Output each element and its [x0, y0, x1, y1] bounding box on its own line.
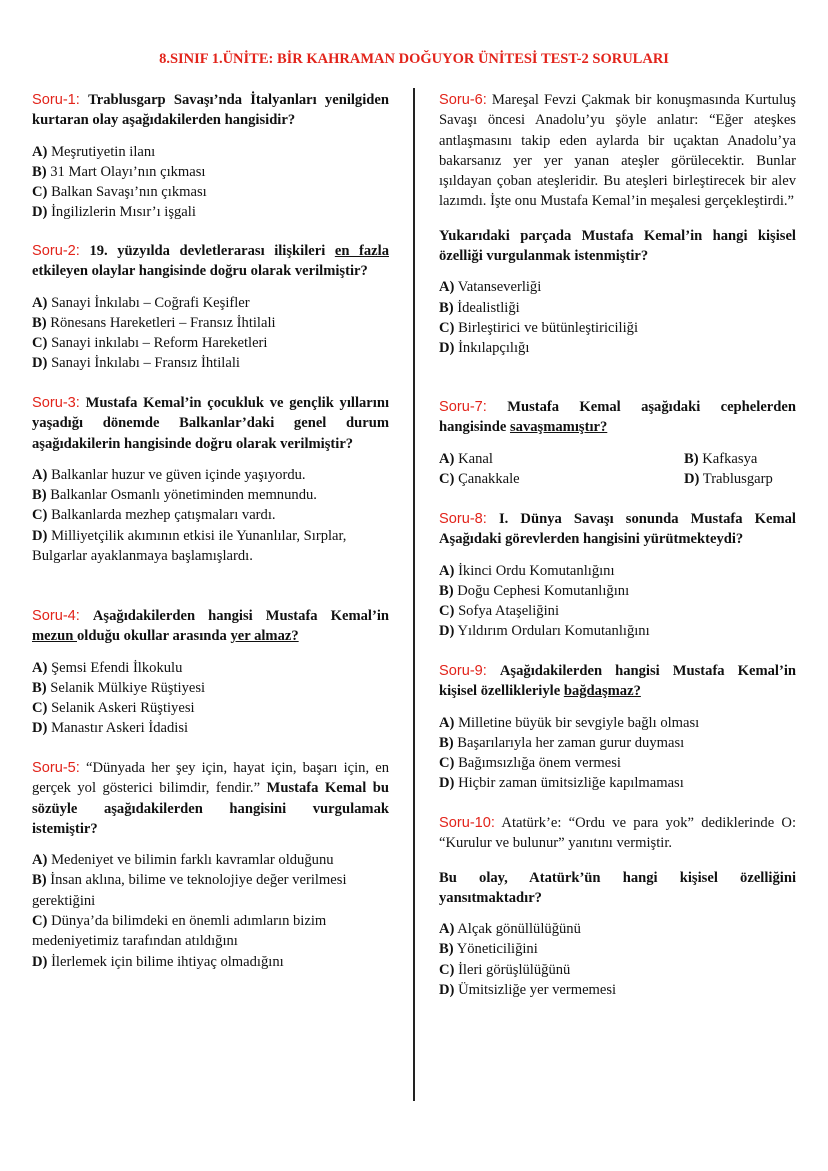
option-a[interactable]	[439, 449, 684, 469]
option-b[interactable]	[439, 733, 796, 753]
option-text: Sanayi İnkılabı – Coğrafi Keşifler	[51, 294, 250, 311]
emphasized-text: mezun	[32, 628, 77, 645]
option-letter: D)	[32, 720, 48, 737]
answer-options	[439, 561, 796, 642]
question-stem	[32, 758, 389, 839]
answer-options	[32, 850, 389, 972]
option-text: Yıldırım Orduları Komutanlığını	[457, 623, 650, 640]
question-8	[439, 509, 796, 642]
option-letter: D)	[439, 982, 455, 999]
option-text: Sanayi İnkılabı – Fransız İhtilali	[51, 355, 240, 372]
option-b[interactable]	[439, 298, 796, 318]
option-text: İnkılapçılığı	[458, 340, 530, 357]
option-d[interactable]	[439, 980, 796, 1000]
option-d[interactable]	[32, 202, 389, 222]
option-text: Sanayi inkılabı – Reform Hareketleri	[51, 335, 268, 352]
option-c[interactable]	[32, 182, 389, 202]
question-stem	[439, 661, 796, 702]
question-label: Soru-4:	[32, 608, 80, 624]
option-b[interactable]	[684, 449, 796, 469]
option-letter: D)	[32, 527, 48, 544]
option-letter: A)	[32, 143, 48, 160]
question-prompt	[439, 226, 796, 267]
option-c[interactable]	[439, 601, 796, 621]
question-stem	[32, 393, 389, 454]
option-letter: A)	[439, 714, 455, 731]
question-text: Yukarıdaki parçada Mustafa Kemal’in hangi kişisel özelliği vurgulanmak istenmiştir?	[439, 227, 796, 265]
option-letter: A)	[439, 921, 455, 938]
question-text: Mustafa Kemal bu sözüyle aşağıdakilerden hangisini vurgulamak istemiştir?	[32, 780, 390, 837]
emphasized-text: savaşmamıştır?	[509, 419, 608, 436]
emphasized-text: bağdaşmaz?	[563, 683, 641, 700]
question-stem	[32, 90, 389, 131]
option-d[interactable]	[684, 469, 796, 489]
option-c[interactable]	[439, 469, 684, 489]
option-text: İngilizlerin Mısır’ı işgali	[51, 204, 196, 221]
question-stem	[32, 606, 389, 647]
option-a[interactable]	[32, 465, 389, 485]
option-text: Şemsi Efendi İlkokulu	[51, 659, 183, 676]
page-title: 8.SINIF 1.ÜNİTE: BİR KAHRAMAN DOĞUYOR ÜNİTESİ TEST-2 SORULARI	[159, 51, 669, 67]
option-a[interactable]	[439, 561, 796, 581]
option-letter: A)	[32, 659, 48, 676]
option-letter: C)	[32, 335, 48, 352]
answer-options	[32, 142, 389, 223]
option-letter: C)	[439, 470, 455, 487]
option-text: Hiçbir zaman ümitsizliğe kapılmaması	[458, 775, 684, 792]
option-letter: D)	[439, 775, 455, 792]
option-a[interactable]	[32, 142, 389, 162]
answer-options	[439, 449, 796, 490]
option-d[interactable]	[439, 338, 796, 358]
option-letter: B)	[439, 734, 454, 751]
option-letter: A)	[439, 279, 455, 296]
question-prompt	[439, 868, 796, 909]
option-c[interactable]	[32, 505, 389, 525]
question-text: “Dünyada her şey için, hayat için, başarı için, en gerçek yol gösterici bilimdir, fendir.”	[32, 760, 389, 797]
option-letter: B)	[32, 679, 47, 696]
question-2	[32, 241, 389, 374]
option-text: Alçak gönüllülüğünü	[457, 921, 581, 938]
option-letter: B)	[32, 163, 47, 180]
option-text: Başarılarıyla her zaman gurur duyması	[457, 734, 685, 751]
question-10	[439, 813, 796, 1000]
option-text: 31 Mart Olayı’nın çıkması	[50, 163, 206, 180]
option-text: Milletine büyük bir sevgiyle bağlı olması	[458, 714, 700, 731]
option-b[interactable]	[32, 162, 389, 182]
option-letter: C)	[32, 507, 48, 524]
question-text: Mareşal Fevzi Çakmak bir konuşmasında Kurtuluş Savaşı öncesi Anadolu’yu şöyle anlatır: “Eğer ateşkes antlaşmasını takip eden aylarda bir uçaktan Anadolu’ya bakarsanız yer yer yanan ateşler görülecektir. Bunlar ışıldayan çoban ateşleridir. Bu ateşleri birleştirecek bir alev lazımdı. İşte onu Mustafa Kemal’in meşalesi gerçekleştirdi.”	[439, 92, 796, 210]
option-letter: D)	[439, 623, 455, 640]
option-b[interactable]	[32, 485, 389, 505]
question-text: etkileyen olaylar hangisinde doğru olarak verilmiştir?	[32, 263, 368, 280]
option-d[interactable]	[32, 526, 389, 567]
option-letter: C)	[32, 184, 48, 201]
option-a[interactable]	[32, 293, 389, 313]
option-letter: B)	[439, 299, 454, 316]
question-7	[439, 397, 796, 489]
question-stem	[439, 813, 796, 854]
option-text: Milliyetçilik akımının etkisi ile Yunanlılar, Sırplar, Bulgarlar ayaklanmaya başlamışlardı.	[32, 527, 347, 565]
option-letter: D)	[32, 204, 48, 221]
question-text: Aşağıdakilerden hangisi Mustafa Kemal’in kişisel özellikleriyle	[439, 663, 796, 700]
question-text: Trablusgarp Savaşı’nda İtalyanları yenilgiden kurtaran olay aşağıdakilerden hangisidir?	[32, 92, 389, 129]
option-d[interactable]	[32, 353, 389, 373]
answer-options	[439, 919, 796, 1000]
option-b[interactable]	[32, 678, 389, 698]
option-text: Rönesans Hareketleri – Fransız İhtilali	[50, 314, 276, 331]
question-stem	[32, 241, 389, 282]
column-divider	[413, 88, 415, 1101]
question-text: Mustafa Kemal aşağıdaki cephelerden hangisinde	[439, 399, 796, 436]
option-text: Balkanlarda mezhep çatışmaları vardı.	[51, 507, 276, 524]
question-label: Soru-10:	[439, 815, 495, 831]
question-label: Soru-6:	[439, 92, 487, 108]
option-text: Çanakkale	[458, 470, 520, 487]
option-letter: D)	[32, 953, 48, 970]
question-text: I. Dünya Savaşı sonunda Mustafa Kemal Aşağıdaki görevlerden hangisini yürütmekteydi?	[439, 511, 796, 548]
question-label: Soru-8:	[439, 511, 487, 527]
question-stem	[439, 509, 796, 550]
option-text: İkinci Ordu Komutanlığını	[458, 562, 615, 579]
question-text: Aşağıdakilerden hangisi Mustafa Kemal’in	[92, 608, 389, 624]
option-text: Trablusgarp	[702, 470, 773, 487]
option-c[interactable]	[32, 333, 389, 353]
option-letter: C)	[439, 961, 455, 978]
option-text: Kanal	[458, 450, 493, 467]
question-3	[32, 393, 389, 566]
answer-options	[439, 713, 796, 794]
option-a[interactable]	[32, 850, 389, 870]
option-letter: B)	[32, 487, 47, 504]
option-text: Birleştirici ve bütünleştiriciliği	[458, 319, 639, 336]
question-text: Atatürk’e: “Ordu ve para yok” dediklerinde O: “Kurulur ve bulunur” yanıtını vermiştir.	[439, 815, 796, 852]
option-a[interactable]	[32, 658, 389, 678]
option-c[interactable]	[32, 911, 389, 952]
option-b[interactable]	[32, 313, 389, 333]
option-letter: B)	[439, 582, 454, 599]
question-6	[439, 90, 796, 359]
option-d[interactable]	[439, 773, 796, 793]
option-text: Vatanseverliği	[457, 279, 542, 296]
option-c[interactable]	[439, 753, 796, 773]
option-letter: C)	[439, 603, 455, 620]
option-letter: D)	[684, 470, 700, 487]
option-c[interactable]	[439, 960, 796, 980]
answer-options	[32, 465, 389, 566]
question-5	[32, 758, 389, 972]
question-4	[32, 606, 389, 739]
option-text: Sofya Ataşeliğini	[458, 603, 559, 620]
option-text: Balkanlar Osmanlı yönetiminden memnundu.	[50, 487, 317, 504]
question-text: 19. yüzyılda devletlerarası ilişkileri	[89, 243, 335, 259]
option-letter: B)	[32, 872, 47, 889]
option-text: Medeniyet ve bilimin farklı kavramlar olduğunu	[51, 852, 334, 869]
answer-options	[439, 277, 796, 358]
option-text: Dünya’da bilimdeki en önemli adımların bizim medeniyetimiz tarafından atıldığını	[32, 913, 327, 950]
question-label: Soru-5:	[32, 760, 80, 776]
question-stem	[439, 397, 796, 438]
option-a[interactable]	[439, 277, 796, 297]
option-c[interactable]	[32, 698, 389, 718]
emphasized-text: en fazla	[334, 243, 389, 259]
option-c[interactable]	[439, 318, 796, 338]
answer-options	[32, 658, 389, 739]
question-stem	[439, 90, 796, 212]
option-letter: C)	[32, 700, 48, 717]
question-label: Soru-7:	[439, 399, 487, 415]
option-text: Doğu Cephesi Komutanlığını	[457, 582, 630, 599]
option-text: İnsan aklına, bilime ve teknolojiye değer verilmesi gerektiğini	[32, 872, 347, 909]
option-a[interactable]	[439, 919, 796, 939]
option-text: Bağımsızlığa önem vermesi	[458, 755, 621, 772]
option-text: Balkan Savaşı’nın çıkması	[51, 184, 207, 201]
option-letter: A)	[439, 562, 455, 579]
option-d[interactable]	[32, 718, 389, 738]
option-letter: A)	[32, 466, 48, 483]
question-1	[32, 90, 389, 223]
option-b[interactable]	[439, 581, 796, 601]
option-letter: C)	[32, 913, 48, 930]
option-letter: B)	[684, 450, 699, 467]
option-d[interactable]	[32, 952, 389, 972]
option-text: Manastır Askeri İdadisi	[51, 720, 189, 737]
option-letter: D)	[32, 355, 48, 372]
option-letter: A)	[439, 450, 455, 467]
option-b[interactable]	[439, 939, 796, 959]
option-text: Selanik Askeri Rüştiyesi	[51, 700, 195, 717]
option-text: Ümitsizliğe yer vermemesi	[458, 982, 617, 999]
option-text: Yöneticiliğini	[456, 941, 538, 958]
option-text: Selanik Mülkiye Rüştiyesi	[50, 679, 206, 696]
option-letter: D)	[439, 340, 455, 357]
option-letter: C)	[439, 319, 455, 336]
option-letter: A)	[32, 294, 48, 311]
question-label: Soru-2:	[32, 243, 80, 259]
option-letter: B)	[32, 314, 47, 331]
option-d[interactable]	[439, 621, 796, 641]
option-a[interactable]	[439, 713, 796, 733]
option-letter: A)	[32, 852, 48, 869]
option-text: İdealistliği	[457, 299, 520, 316]
option-b[interactable]	[32, 870, 389, 911]
question-label: Soru-9:	[439, 663, 487, 679]
question-label: Soru-3:	[32, 395, 80, 411]
emphasized-text: yer almaz?	[230, 628, 299, 645]
question-text: olduğu okullar arasında	[77, 628, 231, 645]
option-letter: B)	[439, 941, 454, 958]
answer-options	[32, 293, 389, 374]
option-letter: C)	[439, 755, 455, 772]
question-text: Mustafa Kemal’in çocukluk ve gençlik yıllarını yaşadığı dönemde Balkanlar’daki genel durum aşağıdakilerin hangisinde doğru olarak verilmiştir?	[32, 395, 389, 452]
question-text: Bu olay, Atatürk’ün hangi kişisel özelliğini yansıtmaktadır?	[439, 869, 796, 906]
option-text: İleri görüşlülüğünü	[458, 961, 571, 978]
option-text: Kafkasya	[702, 450, 758, 467]
question-label: Soru-1:	[32, 92, 80, 108]
option-text: Meşrutiyetin ilanı	[51, 143, 156, 160]
question-9	[439, 661, 796, 794]
option-text: Balkanlar huzur ve güven içinde yaşıyordu.	[51, 466, 306, 483]
option-text: İlerlemek için bilime ihtiyaç olmadığını	[51, 953, 284, 970]
